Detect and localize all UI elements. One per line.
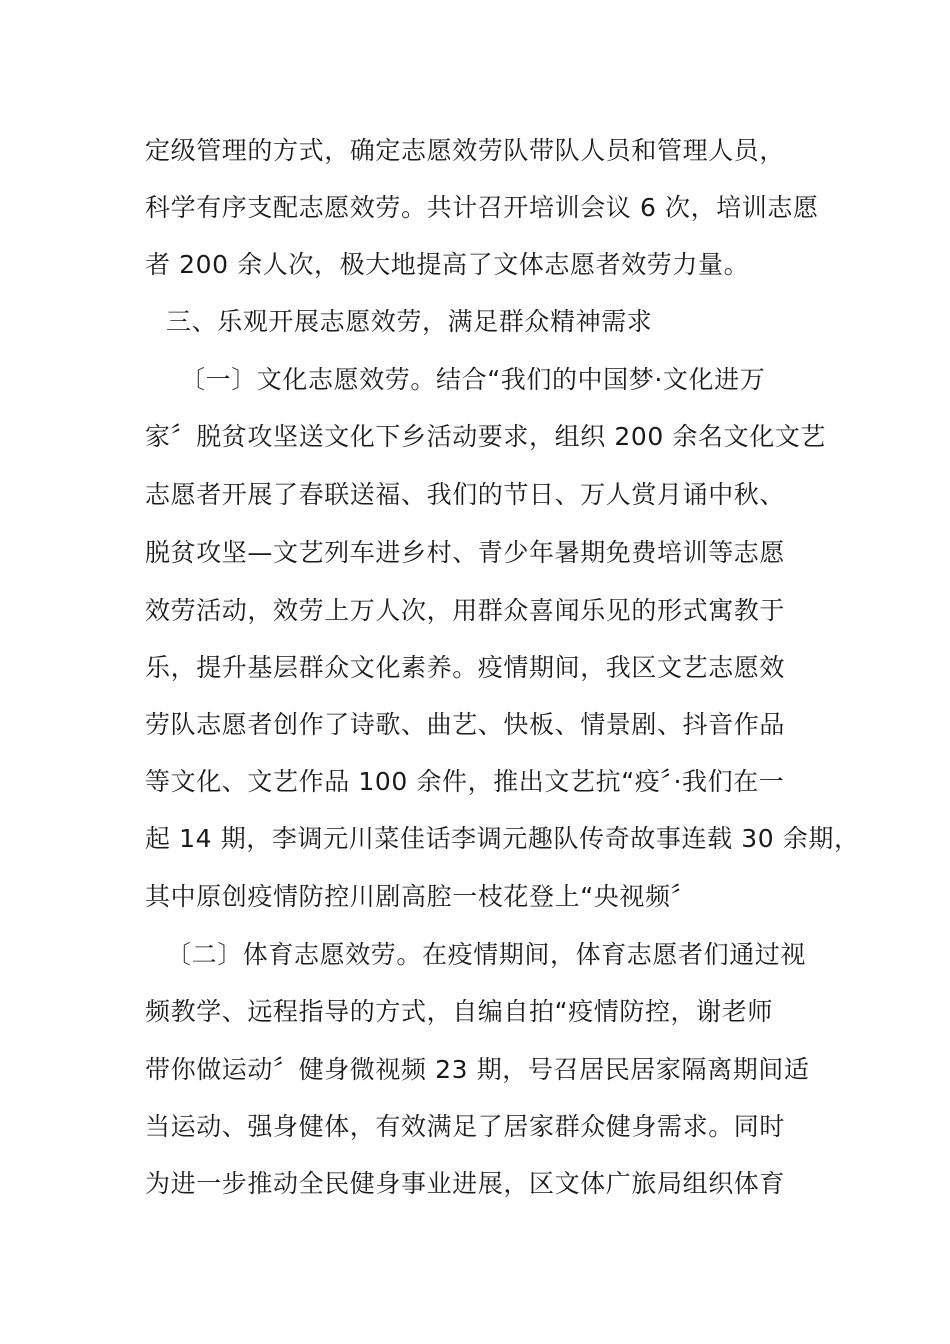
text-line: 乐，提升基层群众文化素养。疫情期间，我区文艺志愿效 bbox=[145, 653, 786, 682]
text-line: 为进一步推动全民健身事业进展，区文体广旅局组织体育 bbox=[145, 1169, 786, 1198]
text-line: 〔二〕体育志愿效劳。在疫情期间，体育志愿者们通过视 bbox=[166, 940, 807, 969]
section-heading: 三、乐观开展志愿效劳，满足群众精神需求 bbox=[166, 307, 653, 336]
text-line: 家〞脱贫攻坚送文化下乡活动要求，组织 200 余名文化文艺 bbox=[145, 422, 827, 451]
text-line: 频教学、远程指导的方式，自编自拍“疫情防控，谢老师 bbox=[145, 997, 773, 1026]
text-line: 其中原创疫情防控川剧高腔一枝花登上“央视频〞 bbox=[145, 882, 697, 911]
text-line: 〔一〕文化志愿效劳。结合“我们的中国梦·文化进万 bbox=[180, 365, 766, 394]
text-line: 等文化、文艺作品 100 余件，推出文艺抗“疫〞·我们在一 bbox=[145, 767, 785, 796]
text-line: 科学有序支配志愿效劳。共计召开培训会议 6 次，培训志愿 bbox=[145, 193, 819, 222]
text-line: 劳队志愿者创作了诗歌、曲艺、快板、情景剧、抖音作品 bbox=[145, 710, 786, 739]
text-line: 起 14 期，李调元川菜佳话李调元趣队传奇故事连载 30 余期， bbox=[145, 824, 860, 853]
text-line: 效劳活动，效劳上万人次，用群众喜闻乐见的形式寓教于 bbox=[145, 596, 786, 625]
text-line: 定级管理的方式，确定志愿效劳队带队人员和管理人员， bbox=[145, 136, 786, 165]
text-line: 带你做运动〞健身微视频 23 期，号召居民居家隔离期间适 bbox=[145, 1055, 810, 1084]
text-line: 志愿者开展了春联送福、我们的节日、万人赏月诵中秋、 bbox=[145, 480, 786, 509]
text-line: 者 200 余人次，极大地提高了文体志愿者效劳力量。 bbox=[145, 250, 750, 279]
text-line: 脱贫攻坚—文艺列车进乡村、青少年暑期免费培训等志愿 bbox=[145, 538, 786, 567]
text-line: 当运动、强身健体，有效满足了居家群众健身需求。同时 bbox=[145, 1112, 786, 1141]
